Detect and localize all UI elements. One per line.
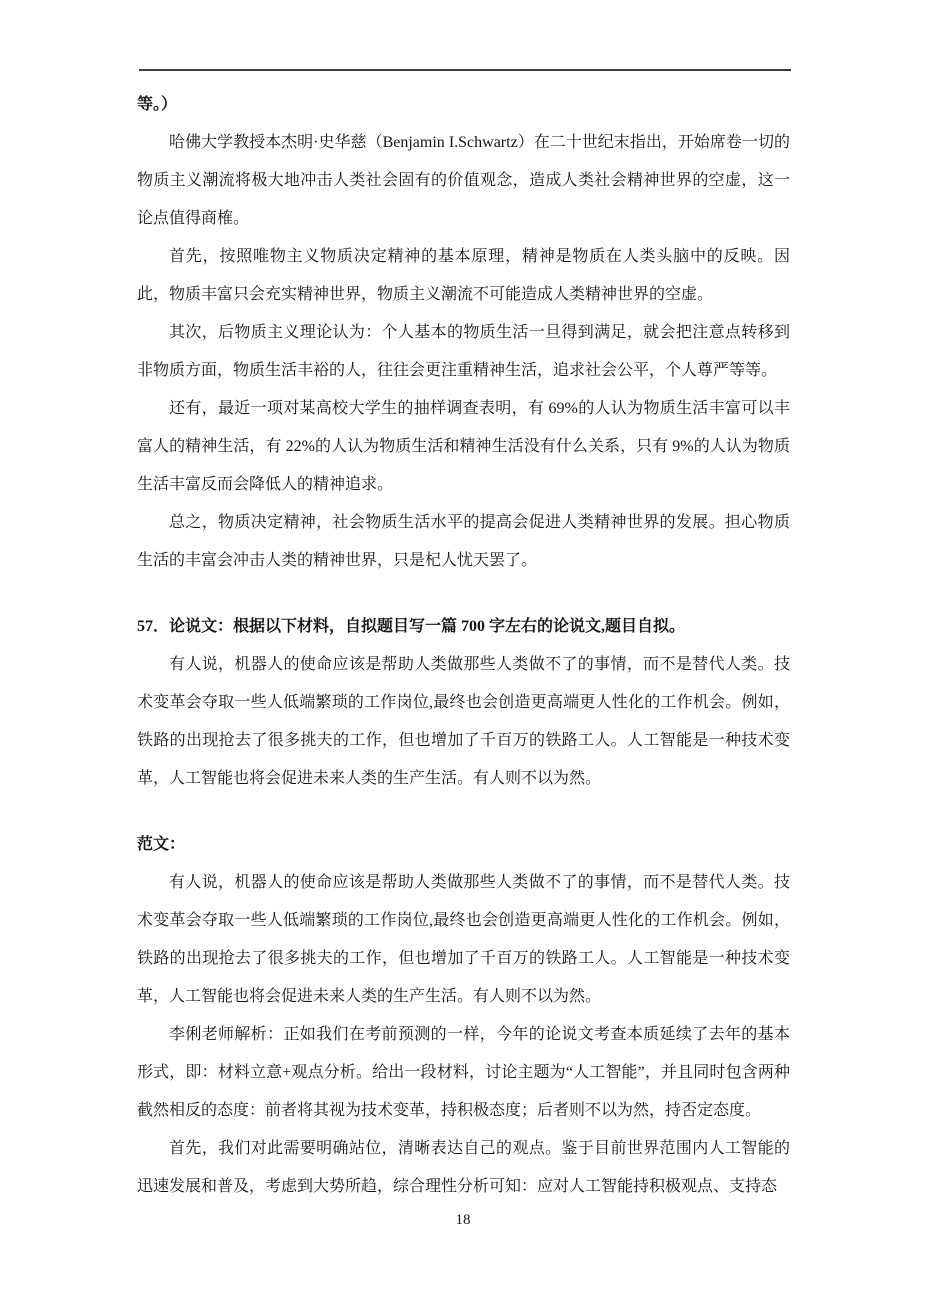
- question-57-material: 有人说，机器人的使命应该是帮助人类做那些人类做不了的事情，而不是替代人类。技术变革会夺取一些人低端繁琐的工作岗位,最终也会创造更高端更人性化的工作机会。例如，铁路的出现抢去了很多挑夫的工作，但也增加了千百万的铁路工人。人工智能是一种技术变革，人工智能也将会促进未来人类的生产生活。有人则不以为然。: [137, 656, 790, 787]
- paragraph-survey-point: 还有，最近一项对某高校大学生的抽样调查表明，有 69%的人认为物质生活丰富可以丰富人的精神生活，有 22%的人认为物质生活和精神生活没有什么关系，只有 9%的人认为物质生活丰富反而会降低人的精神追求。: [137, 400, 790, 493]
- question-57-heading: 57．论说文：根据以下材料，自拟题目写一篇 700 字左右的论说文,题目自拟。: [137, 618, 686, 635]
- page-content: [137, 86, 790, 1206]
- header-divider: [139, 69, 791, 71]
- page-number: 18: [455, 1212, 471, 1228]
- closing-line: 等。）: [137, 96, 178, 113]
- model-essay-stance-paragraph: 首先，我们对此需要明确站位，清晰表达自己的观点。鉴于目前世界范围内人工智能的迅速发展和普及，考虑到大势所趋，综合理性分析可知：应对人工智能持积极观点、支持态: [137, 1140, 790, 1195]
- model-essay-material-repeat: 有人说，机器人的使命应该是帮助人类做那些人类做不了的事情，而不是替代人类。技术变革会夺取一些人低端繁琐的工作岗位,最终也会创造更高端更人性化的工作机会。例如，铁路的出现抢去了很多挑夫的工作，但也增加了千百万的铁路工人。人工智能是一种技术变革，人工智能也将会促进未来人类的生产生活。有人则不以为然。: [137, 874, 790, 1005]
- paragraph-schwartz-quote: 哈佛大学教授本杰明·史华慈（Benjamin I.Schwartz）在二十世纪末指出，开始席卷一切的物质主义潮流将极大地冲击人类社会固有的价值观念，造成人类社会精神世界的空虚，这一论点值得商榷。: [137, 134, 790, 227]
- paragraph-first-point: 首先，按照唯物主义物质决定精神的基本原理，精神是物质在人类头脑中的反映。因此，物质丰富只会充实精神世界，物质主义潮流不可能造成人类精神世界的空虚。: [137, 248, 790, 303]
- model-essay-label: 范文：: [137, 836, 186, 853]
- paragraph-second-point: 其次，后物质主义理论认为：个人基本的物质生活一旦得到满足，就会把注意点转移到非物质方面，物质生活丰裕的人，往往会更注重精神生活，追求社会公平，个人尊严等等。: [137, 324, 790, 379]
- model-essay-teacher-analysis: 李俐老师解析：正如我们在考前预测的一样，今年的论说文考查本质延续了去年的基本形式，即：材料立意+观点分析。给出一段材料，讨论主题为“人工智能”，并且同时包含两种截然相反的态度：前者将其视为技术变革，持积极态度；后者则不以为然，持否定态度。: [137, 1026, 790, 1119]
- paragraph-conclusion: 总之，物质决定精神，社会物质生活水平的提高会促进人类精神世界的发展。担心物质生活的丰富会冲击人类的精神世界，只是杞人忧天罢了。: [137, 514, 790, 569]
